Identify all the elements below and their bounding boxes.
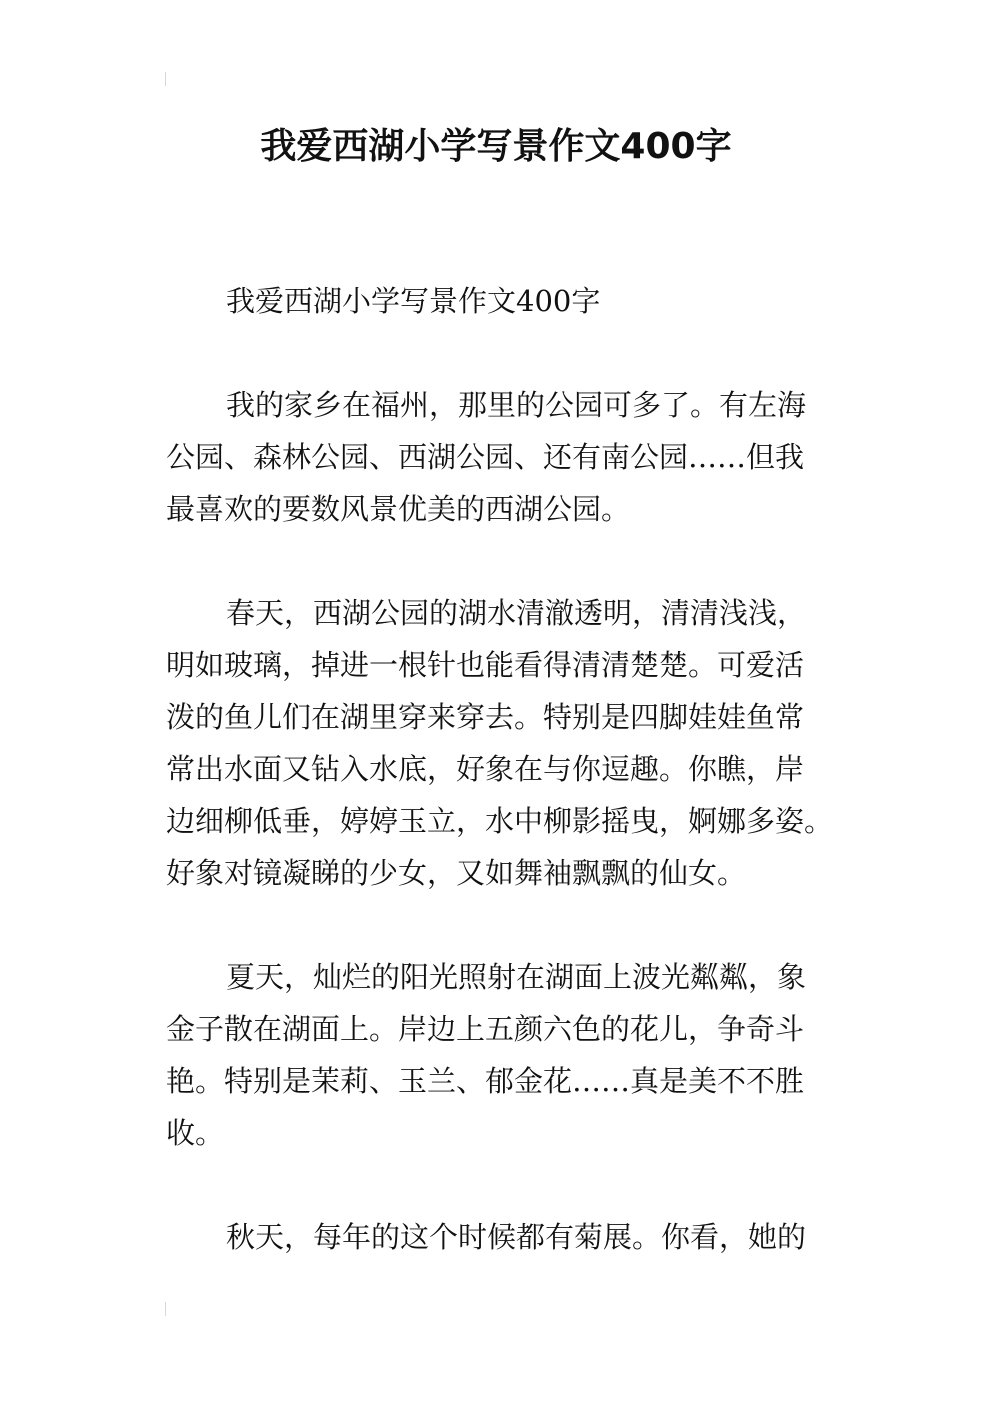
paragraph	[166, 379, 846, 535]
paragraph	[166, 587, 846, 899]
paragraph	[166, 1211, 846, 1263]
paragraph-line: 我的家乡在福州，那里的公园可多了。有左海	[226, 388, 807, 422]
paragraph-line: 公园、森林公园、西湖公园、还有南公园……但我	[166, 440, 805, 474]
paragraph-line: 春天，西湖公园的湖水清澈透明，清清浅浅，	[226, 596, 807, 630]
document-subtitle: 我爱西湖小学写景作文400字	[226, 284, 601, 318]
paragraph-line: 艳。特别是茉莉、玉兰、郁金花……真是美不不胜	[166, 1064, 805, 1098]
page-corner-mark	[165, 72, 166, 86]
paragraph-line: 收。	[166, 1116, 225, 1150]
document-body	[166, 275, 846, 1263]
paragraph-line: 边细柳低垂，婷婷玉立，水中柳影摇曳，婀娜多姿。	[166, 804, 834, 838]
paragraph-line: 秋天，每年的这个时候都有菊展。你看，她的	[226, 1220, 807, 1254]
paragraph-line: 明如玻璃，掉进一根针也能看得清清楚楚。可爱活	[166, 648, 805, 682]
paragraph-spacer	[166, 1159, 846, 1211]
paragraph-line: 夏天，灿烂的阳光照射在湖面上波光粼粼，象	[226, 960, 807, 994]
paragraph-line: 常出水面又钻入水底，好象在与你逗趣。你瞧，岸	[166, 752, 805, 786]
paragraph-line: 金子散在湖面上。岸边上五颜六色的花儿，争奇斗	[166, 1012, 805, 1046]
paragraph-spacer	[166, 535, 846, 587]
paragraph-spacer	[166, 899, 846, 951]
page-corner-mark	[165, 1302, 166, 1316]
paragraph-line: 最喜欢的要数风景优美的西湖公园。	[166, 492, 631, 526]
paragraph-spacer	[166, 327, 846, 379]
paragraph-line: 泼的鱼儿们在湖里穿来穿去。特别是四脚娃娃鱼常	[166, 700, 805, 734]
document-title: 我爱西湖小学写景作文400字	[260, 126, 732, 167]
paragraph	[166, 951, 846, 1159]
paragraph-line: 好象对镜凝睇的少女，又如舞袖飘飘的仙女。	[166, 856, 747, 890]
